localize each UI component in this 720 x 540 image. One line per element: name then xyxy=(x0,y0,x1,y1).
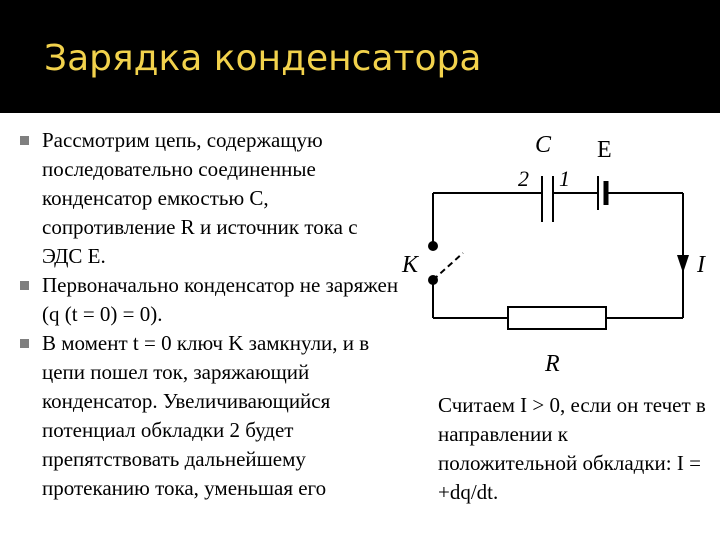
bullet-text: В момент t = 0 ключ K замкнули, и в цепи пошел ток, заряжающий конденсатор. Увеличивающийся потенциал обкладки 2 будет препятствовать дальнейшему протеканию тока, уменьшая его xyxy=(42,331,370,500)
resistor-label: R xyxy=(545,351,560,377)
current-label: I xyxy=(697,252,705,278)
bullet-square-icon xyxy=(20,339,29,348)
bullet-text: Первоначально конденсатор не заряжен (q (t = 0) = 0). xyxy=(42,273,399,326)
bullet-item xyxy=(20,126,400,271)
bullet-list xyxy=(20,126,400,503)
switch-label: K xyxy=(402,252,419,278)
bullet-text: Рассмотрим цепь, содержащую последовательно соединенные конденсатор емкостью C, сопротивление R и источник тока с ЭДС Е. xyxy=(42,128,358,268)
title-bar xyxy=(0,0,720,113)
rc-circuit-diagram xyxy=(395,120,715,380)
bullet-item xyxy=(20,329,400,503)
switch-lever xyxy=(433,253,463,280)
bullet-square-icon xyxy=(20,136,29,145)
plate-2-label: 2 xyxy=(518,166,529,191)
resistor xyxy=(508,307,606,329)
current-arrow-icon xyxy=(677,255,689,273)
plate-1-label: 1 xyxy=(559,166,570,191)
slide-title: Зарядка конденсатора xyxy=(44,38,482,79)
current-convention-note: Считаем I > 0, если он течет в направлении к положительной обкладки: I = +dq/dt. xyxy=(438,393,706,504)
bullet-item xyxy=(20,271,400,329)
switch-contact-top xyxy=(428,241,438,251)
capacitor-label: C xyxy=(535,132,552,158)
bullet-square-icon xyxy=(20,281,29,290)
emf-label: E xyxy=(597,137,612,163)
